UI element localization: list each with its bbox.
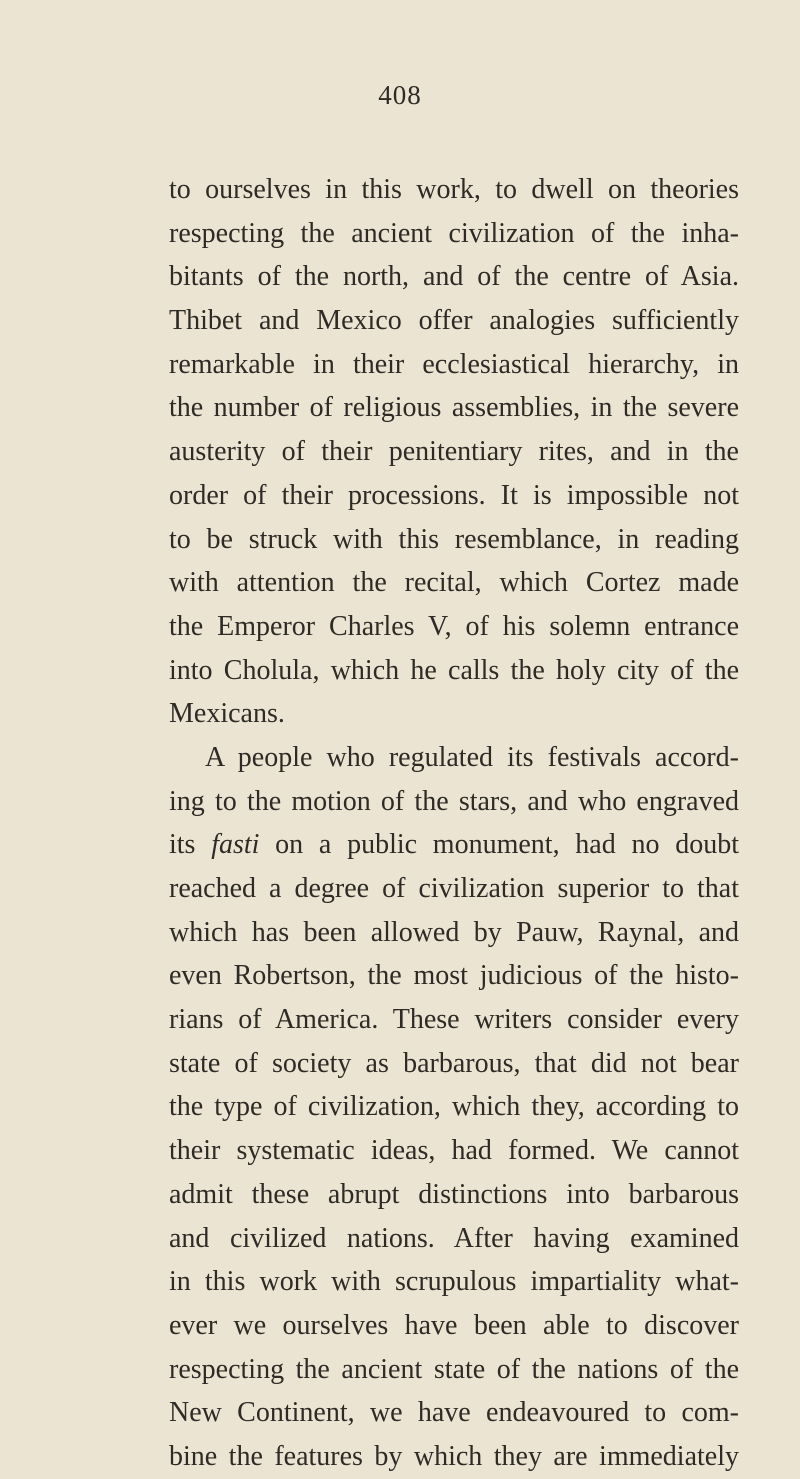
text-line: to ourselves in this work, to dwell on theories <box>169 174 739 205</box>
text-line: rians of America. These writers consider every <box>169 1004 739 1036</box>
text-line: bitants of the north, and of the centre of Asia. <box>169 261 739 293</box>
text-line: respecting the ancient civilization of the inha- <box>169 217 739 249</box>
text-line: to be struck with this resemblance, in reading <box>169 523 739 555</box>
text-line: admit these abrupt distinctions into barbarous <box>169 1178 739 1210</box>
text-line: ever we ourselves have been able to discover <box>169 1309 739 1341</box>
text-line: the number of religious assemblies, in the severe <box>169 392 739 424</box>
paragraph-start-line: A people who regulated its festivals accord- <box>205 741 739 773</box>
text-line: reached a degree of civilization superior to that <box>169 873 739 904</box>
text-line: bine the features by which they are immediately <box>169 1440 739 1472</box>
text-line: and civilized nations. After having examined <box>169 1222 739 1254</box>
text-line: their systematic ideas, had formed. We cannot <box>169 1135 739 1167</box>
page-number: 408 <box>378 80 422 110</box>
text-line: with attention the recital, which Cortez made <box>169 567 739 599</box>
text-line-with-italic: its fasti on a public monument, had no doubt <box>169 829 739 861</box>
text-line: Thibet and Mexico offer analogies sufficiently <box>169 305 739 337</box>
text-line: the Emperor Charles V, of his solemn entrance <box>169 610 739 642</box>
text-line: the type of civilization, which they, according to <box>169 1091 739 1123</box>
text-line: Mexicans. <box>169 698 285 730</box>
text-line: into Cholula, which he calls the holy city of the <box>169 654 739 686</box>
text-line: order of their processions. It is impossible not <box>169 479 739 511</box>
text-line: austerity of their penitentiary rites, and in the <box>169 436 739 468</box>
text-line: state of society as barbarous, that did not bear <box>169 1047 739 1079</box>
text-line: respecting the ancient state of the nations of the <box>169 1353 739 1385</box>
body-text <box>169 168 739 1479</box>
text-line: New Continent, we have endeavoured to com- <box>169 1397 739 1429</box>
text-line: ing to the motion of the stars, and who engraved <box>169 785 739 817</box>
text-line: remarkable in their ecclesiastical hierarchy, in <box>169 348 739 380</box>
text-line: in this work with scrupulous impartiality what- <box>169 1266 739 1298</box>
text-line: which has been allowed by Pauw, Raynal, and <box>169 916 739 948</box>
text-line: even Robertson, the most judicious of the histo- <box>169 960 739 992</box>
